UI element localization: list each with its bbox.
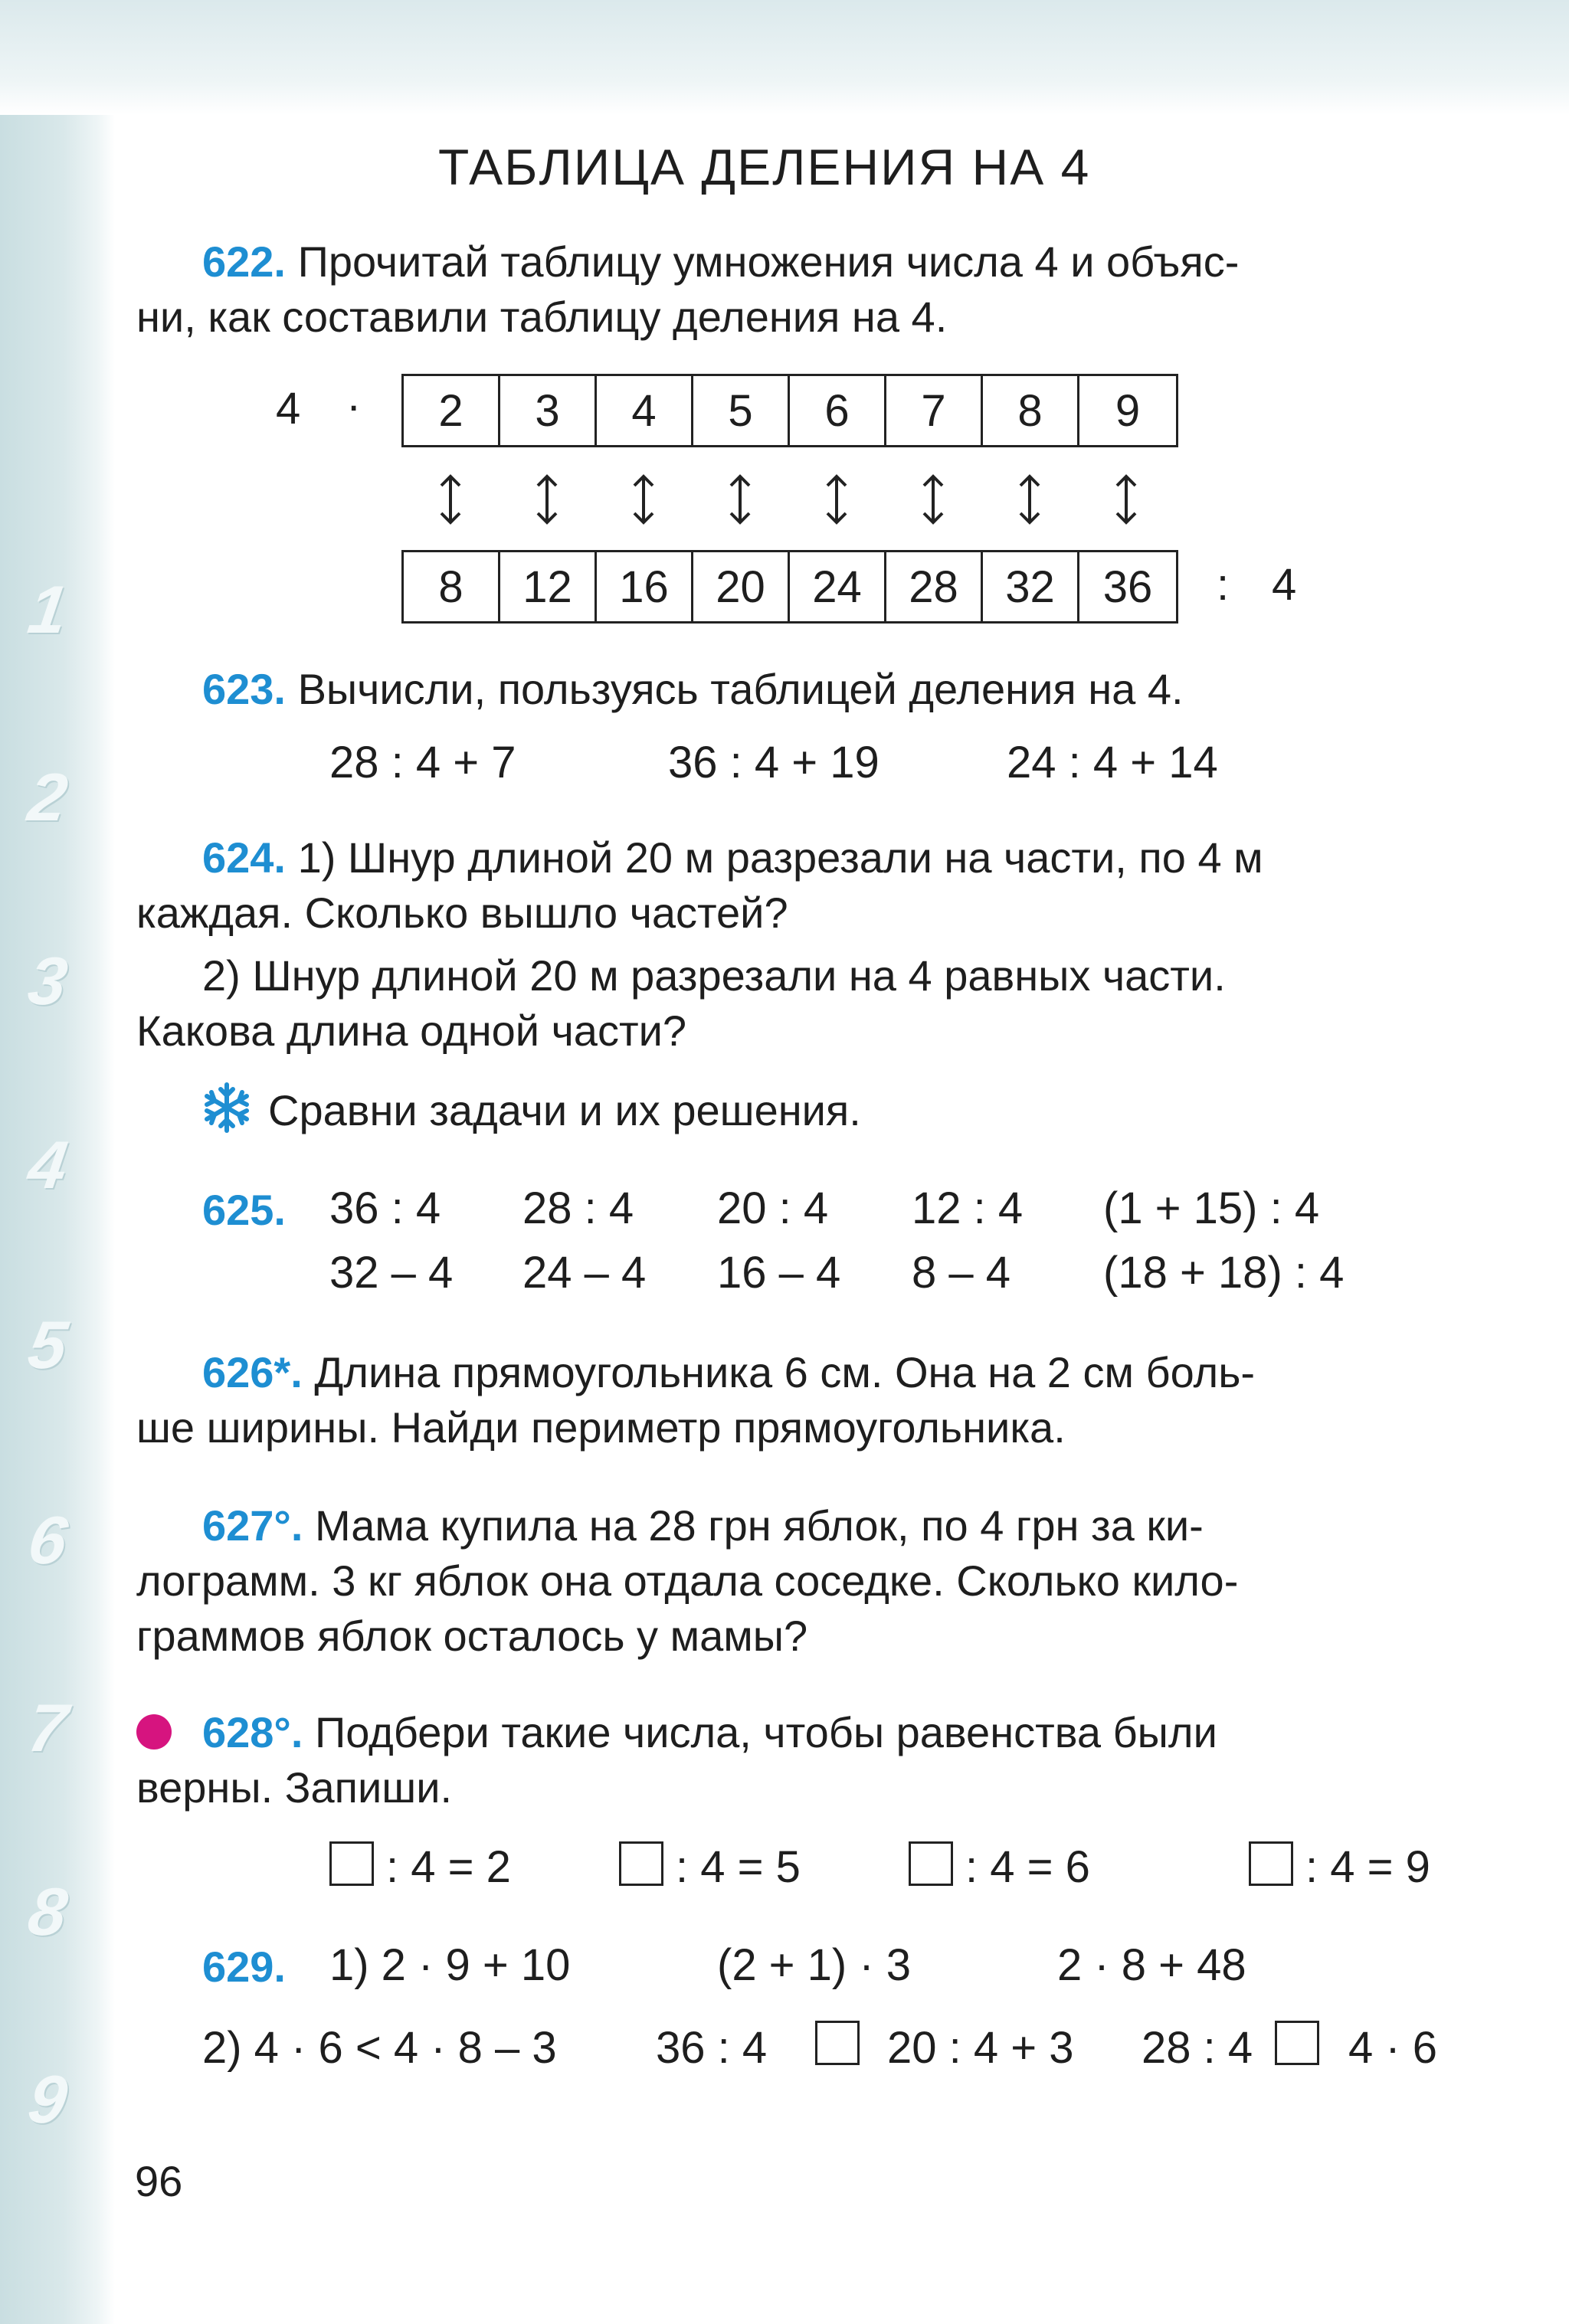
expression: 36 : 4 <box>329 1183 441 1233</box>
double-arrow-icon <box>821 472 852 527</box>
table-cell: 24 <box>790 552 886 621</box>
table-cell: 7 <box>886 376 983 445</box>
table-cell: 28 <box>886 552 983 621</box>
multiplier-table <box>401 374 1178 447</box>
table-cell: 5 <box>693 376 790 445</box>
mult-prefix: 4 <box>276 384 301 434</box>
task-number: 629. <box>202 1943 286 1991</box>
table-cell: 2 <box>404 376 500 445</box>
side-number: 3 <box>24 943 72 1019</box>
compare-text: Сравни задачи и их решения. <box>268 1086 861 1134</box>
double-arrow-icon <box>725 472 755 527</box>
magenta-dot-icon <box>136 1714 172 1750</box>
expression: 8 – 4 <box>912 1248 1011 1298</box>
task-628-line1 <box>202 1705 1217 1760</box>
expression: 2 · 8 + 48 <box>1057 1940 1246 1990</box>
double-arrow-icon <box>435 472 466 527</box>
side-number: 8 <box>24 1874 72 1949</box>
double-arrow-icon <box>1014 472 1045 527</box>
expression: (1 + 15) : 4 <box>1103 1183 1320 1233</box>
equation: : 4 = 9 <box>1305 1842 1430 1892</box>
task-text: Длина прямоугольника 6 см. Она на 2 см боль- <box>314 1348 1256 1396</box>
task-628-line2: верны. Запиши. <box>136 1763 453 1812</box>
inequality: 2) 4 · 6 < 4 · 8 – 3 <box>202 2023 557 2073</box>
side-number: 1 <box>24 571 72 647</box>
expression: 16 – 4 <box>717 1248 841 1298</box>
mult-dot: · <box>346 381 362 430</box>
answer-box[interactable] <box>1249 1841 1293 1886</box>
double-arrow-icon <box>918 472 948 527</box>
comparison-box[interactable] <box>815 2021 860 2065</box>
table-cell: 6 <box>790 376 886 445</box>
task-624-line1 <box>202 830 1263 885</box>
answer-box[interactable] <box>619 1841 663 1886</box>
expression: 20 : 4 + 3 <box>887 2023 1074 2073</box>
task-number: 622. <box>202 237 286 286</box>
task-text: Мама купила на 28 грн яблок, по 4 грн за ки- <box>314 1501 1204 1550</box>
task-622-line1 <box>202 234 1239 290</box>
expression: 36 : 4 <box>656 2023 768 2073</box>
side-number: 7 <box>24 1690 72 1766</box>
table-cell: 9 <box>1115 385 1141 436</box>
task-number: 625. <box>202 1186 286 1234</box>
product-table <box>401 550 1178 624</box>
expression: 4 · 6 <box>1348 2023 1438 2073</box>
page-number: 96 <box>135 2157 183 2205</box>
answer-box[interactable] <box>909 1841 953 1886</box>
comparison-box[interactable] <box>1275 2021 1319 2065</box>
table-cell: 3 <box>500 376 597 445</box>
task-text: 1) Шнур длиной 20 м разрезали на части, по 4 м <box>297 833 1263 882</box>
expression: 12 : 4 <box>912 1183 1024 1233</box>
expression: 32 – 4 <box>329 1248 454 1298</box>
expression: 28 : 4 <box>522 1183 634 1233</box>
task-623-line1 <box>202 662 1184 717</box>
task-626-line2: ше ширины. Найди периметр прямоугольника. <box>136 1403 1066 1452</box>
snowflake-icon <box>201 1082 253 1134</box>
task-text: Подбери такие числа, чтобы равенства были <box>314 1708 1217 1756</box>
task-622-line2: ни, как составили таблицу деления на 4. <box>136 293 948 341</box>
division-value: 4 <box>1272 560 1297 610</box>
equation: : 4 = 5 <box>676 1842 801 1892</box>
expression: 28 : 4 + 7 <box>329 738 516 787</box>
task-text: Вычисли, пользуясь таблицей деления на 4. <box>297 665 1184 713</box>
page-title: ТАБЛИЦА ДЕЛЕНИЯ НА 4 <box>438 139 1091 195</box>
answer-box[interactable] <box>329 1841 374 1886</box>
task-624-line2: каждая. Сколько вышло частей? <box>136 889 788 937</box>
side-number: 6 <box>24 1502 72 1578</box>
table-cell: 4 <box>597 376 693 445</box>
task-number: 628°. <box>202 1708 303 1756</box>
table-cell: 20 <box>693 552 790 621</box>
expression: 24 : 4 + 14 <box>1007 738 1218 787</box>
top-band <box>0 0 1569 115</box>
expression: 28 : 4 <box>1142 2023 1253 2073</box>
double-arrow-icon <box>628 472 659 527</box>
task-627-line3: граммов яблок осталось у мамы? <box>136 1612 808 1660</box>
task-number: 627°. <box>202 1501 303 1550</box>
expression: (18 + 18) : 4 <box>1103 1248 1345 1298</box>
table-cell: 16 <box>597 552 693 621</box>
side-number: 9 <box>24 2061 72 2137</box>
task-text: Прочитай таблицу умножения числа 4 и объяс- <box>297 237 1240 286</box>
equation: : 4 = 2 <box>386 1842 511 1892</box>
table-cell: 8 <box>983 376 1079 445</box>
task-number: 626*. <box>202 1348 303 1396</box>
expression: 24 – 4 <box>522 1248 647 1298</box>
expression: 20 : 4 <box>717 1183 829 1233</box>
expression: (2 + 1) · 3 <box>717 1940 912 1990</box>
table-cell: 8 <box>404 552 500 621</box>
side-strip <box>0 115 115 2324</box>
side-number: 2 <box>24 759 72 835</box>
side-number: 5 <box>24 1307 72 1383</box>
task-624-line3: 2) Шнур длиной 20 м разрезали на 4 равных части. <box>202 951 1226 1000</box>
division-sign: : <box>1217 560 1230 610</box>
double-arrow-icon <box>532 472 562 527</box>
expression: 36 : 4 + 19 <box>668 738 879 787</box>
expression: 1) 2 · 9 + 10 <box>329 1940 571 1990</box>
side-number: 4 <box>24 1127 72 1203</box>
task-624-line4: Какова длина одной части? <box>136 1007 687 1055</box>
task-627-line1 <box>202 1498 1204 1553</box>
double-arrow-icon <box>1111 472 1142 527</box>
equation: : 4 = 6 <box>965 1842 1090 1892</box>
table-cell: 32 <box>983 552 1079 621</box>
task-627-line2: лограмм. 3 кг яблок она отдала соседке. Сколько кило- <box>136 1556 1239 1605</box>
table-cell: 36 <box>1102 561 1153 612</box>
task-626-line1 <box>202 1345 1255 1400</box>
task-number: 623. <box>202 665 286 713</box>
table-cell: 12 <box>500 552 597 621</box>
task-number: 624. <box>202 833 286 882</box>
